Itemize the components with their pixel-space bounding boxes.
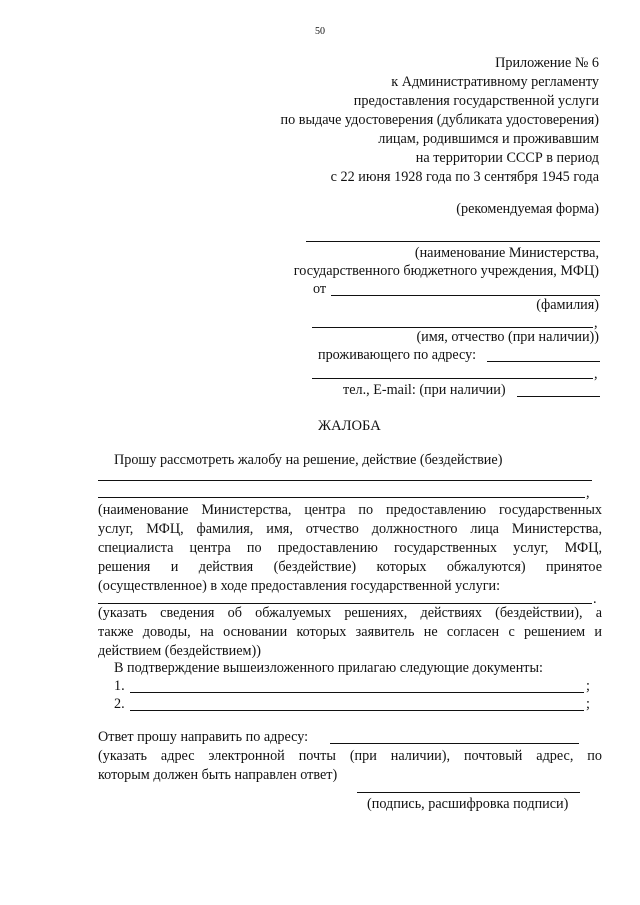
name-line[interactable] — [312, 327, 593, 328]
answer-note: (указать адрес электронной почты (при наличии), почтовый адрес, по — [98, 748, 602, 764]
description-line: услуг, МФЦ, фамилия, имя, отчество должностного лица Министерства, — [98, 521, 602, 537]
ministry-caption: государственного бюджетного учреждения, МФЦ) — [293, 263, 599, 279]
info-line: действием (бездействием)) — [98, 643, 261, 659]
request-text: Прошу рассмотреть жалобу на решение, действие (бездействие) — [114, 452, 503, 468]
form-note: (рекомендуемая форма) — [456, 201, 599, 217]
contact-line[interactable] — [517, 396, 600, 397]
answer-address-line[interactable] — [330, 743, 579, 744]
page-number: 50 — [315, 26, 325, 37]
header-line: к Административному регламенту — [391, 74, 599, 90]
ministry-caption: (наименование Министерства, — [414, 245, 599, 261]
comma: , — [594, 315, 598, 331]
name-caption: (имя, отчество (при наличии)) — [416, 329, 599, 345]
comma: , — [594, 366, 598, 382]
info-line: также доводы, на основании которых заявитель не согласен с решением и — [98, 624, 602, 640]
appendix-number: Приложение № 6 — [495, 55, 599, 71]
header-line: по выдаче удостоверения (дубликата удостоверения) — [280, 112, 599, 128]
header-line: предоставления государственной услуги — [353, 93, 599, 109]
description-line: специалиста центра по предоставлению государственных услуг, МФЦ, — [98, 540, 602, 556]
header-line: на территории СССР в период — [415, 150, 599, 166]
ministry-line[interactable] — [306, 241, 600, 242]
contact-label: тел., E-mail: (при наличии) — [343, 382, 506, 398]
description-line: (осуществленное) в ходе предоставления государственной услуги: — [98, 578, 501, 594]
details-line[interactable] — [98, 603, 592, 604]
period: . — [593, 591, 597, 607]
complaint-line[interactable] — [98, 497, 585, 498]
attachment-number: 2. — [114, 696, 125, 712]
description-line: (наименование Министерства, центра по предоставлению государственных — [98, 502, 602, 518]
attachment-line[interactable] — [130, 710, 584, 711]
info-line: (указать сведения об обжалуемых решениях, действиях (бездействии), а — [98, 605, 602, 621]
surname-caption: (фамилия) — [536, 297, 599, 313]
answer-label: Ответ прошу направить по адресу: — [98, 729, 309, 745]
from-line[interactable] — [331, 295, 600, 296]
header-line: лицам, родившимся и проживавшим — [378, 131, 599, 147]
description-line: решения и действия (бездействие) которых обжалуются) принятое — [98, 559, 602, 575]
address-line-2[interactable] — [312, 378, 593, 379]
address-line[interactable] — [487, 361, 600, 362]
attachment-line[interactable] — [130, 692, 584, 693]
comma: , — [586, 485, 590, 501]
semicolon: ; — [586, 696, 590, 712]
from-label: от — [313, 281, 327, 297]
signature-caption: (подпись, расшифровка подписи) — [367, 796, 569, 812]
attachment-number: 1. — [114, 678, 125, 694]
address-label: проживающего по адресу: — [318, 347, 477, 363]
semicolon: ; — [586, 678, 590, 694]
answer-note: которым должен быть направлен ответ) — [98, 767, 338, 783]
signature-line[interactable] — [357, 792, 580, 793]
attachments-intro: В подтверждение вышеизложенного прилагаю следующие документы: — [114, 660, 543, 676]
header-line: с 22 июня 1928 года по 3 сентября 1945 года — [330, 169, 599, 185]
complaint-line[interactable] — [98, 480, 592, 481]
document-title: ЖАЛОБА — [318, 418, 381, 434]
